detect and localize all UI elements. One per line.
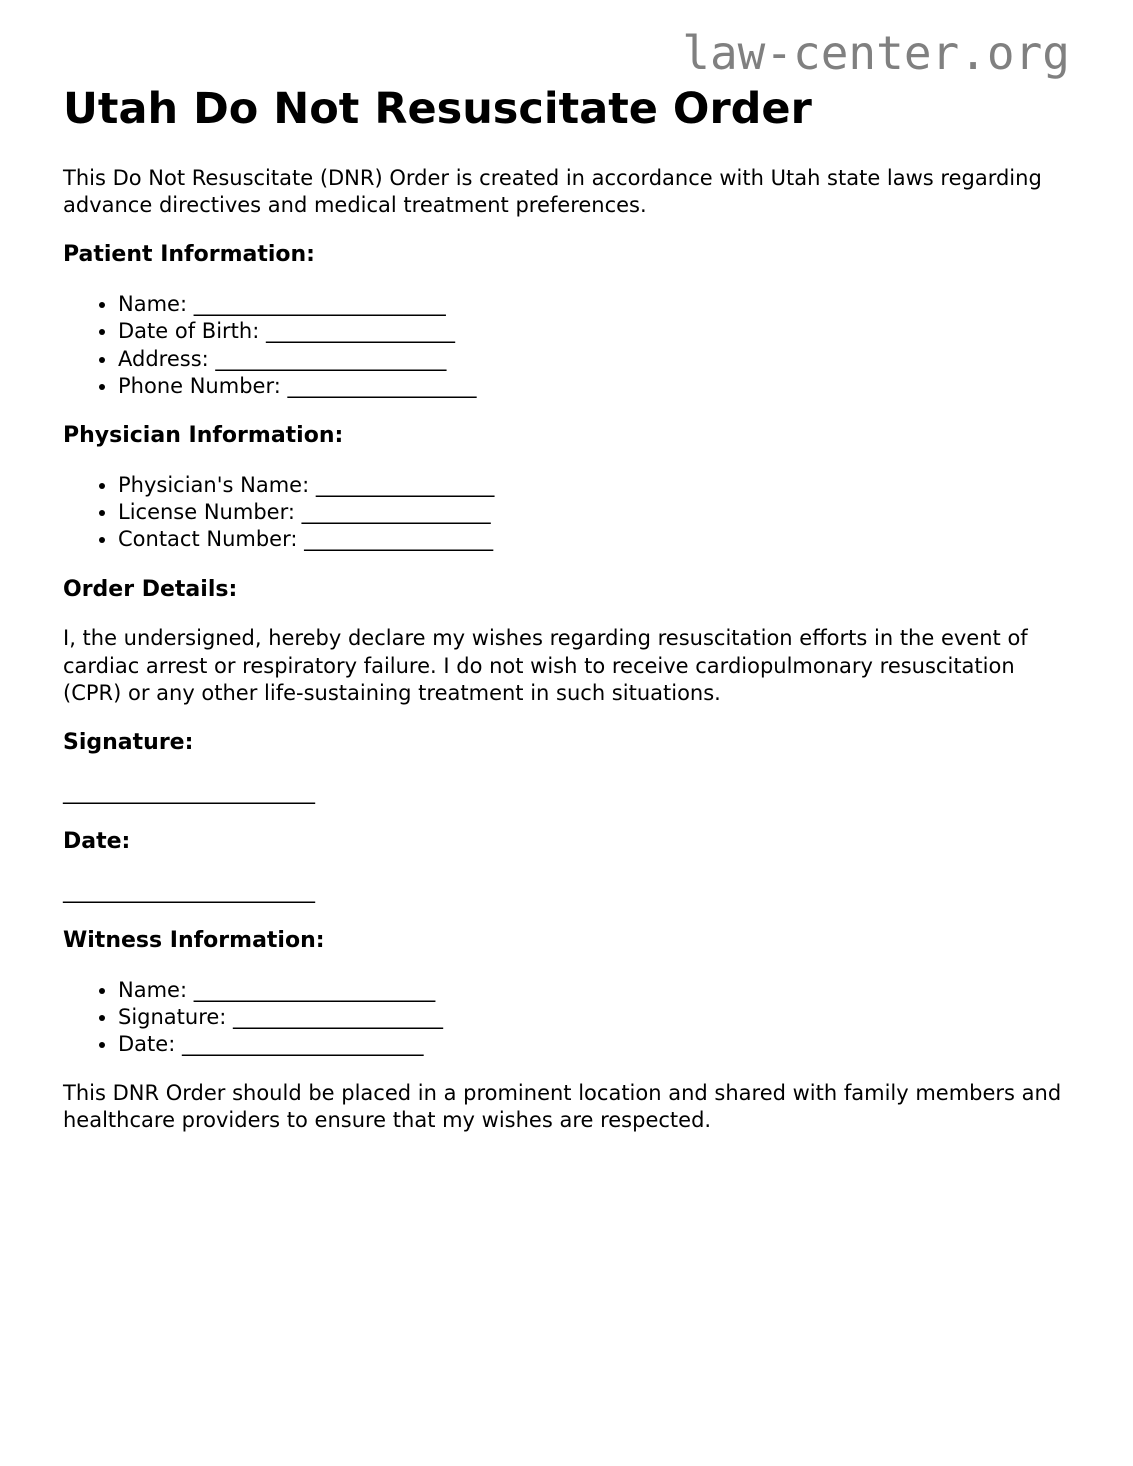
- patient-date-of-birth-field: • Date of Birth: __________________: [118, 318, 1070, 345]
- witness-date-field: • Date: _______________________: [118, 1031, 1070, 1058]
- date-heading: Date:: [63, 829, 131, 855]
- patient-information-heading: Patient Information:: [63, 242, 315, 268]
- physician-license-number-field: • License Number: __________________: [118, 499, 1070, 526]
- patient-name-field: • Name: ________________________: [118, 291, 1070, 318]
- patient-information-list: [63, 291, 1070, 400]
- order-details-paragraph: I, the undersigned, hereby declare my wishes regarding resuscitation efforts in the event of cardiac arrest or respiratory failure. I do not wish to receive cardiopulmonary resuscitation (CPR) or any other life-sustaining treatment in such situations.: [63, 626, 1028, 705]
- page-title: Utah Do Not Resuscitate Order: [63, 84, 812, 134]
- witness-signature-field: • Signature: ____________________: [118, 1004, 1070, 1031]
- physician-information-list: [63, 472, 1070, 554]
- patient-address-field: • Address: ______________________: [118, 346, 1070, 373]
- order-details-heading: Order Details:: [63, 576, 238, 602]
- intro-paragraph: This Do Not Resuscitate (DNR) Order is created in accordance with Utah state laws regarding advance directives and medical treatment preferences.: [63, 165, 1042, 218]
- physician-contact-number-field: • Contact Number: __________________: [118, 526, 1070, 553]
- signature-blank-line: ________________________: [63, 779, 315, 804]
- footer-note-paragraph: This DNR Order should be placed in a prominent location and shared with family members and healthcare providers to ensure that my wishes are respected.: [63, 1080, 1062, 1132]
- physician-information-heading: Physician Information:: [63, 423, 344, 449]
- patient-phone-number-field: • Phone Number: __________________: [118, 373, 1070, 400]
- signature-heading: Signature:: [63, 730, 194, 756]
- site-logo: law-center.org: [682, 26, 1070, 80]
- date-blank-line: ________________________: [63, 878, 315, 903]
- witness-name-field: • Name: _______________________: [118, 977, 1070, 1004]
- witness-information-heading: Witness Information:: [63, 928, 325, 954]
- physician-name-field: • Physician's Name: _________________: [118, 472, 1070, 499]
- witness-information-list: [63, 977, 1070, 1059]
